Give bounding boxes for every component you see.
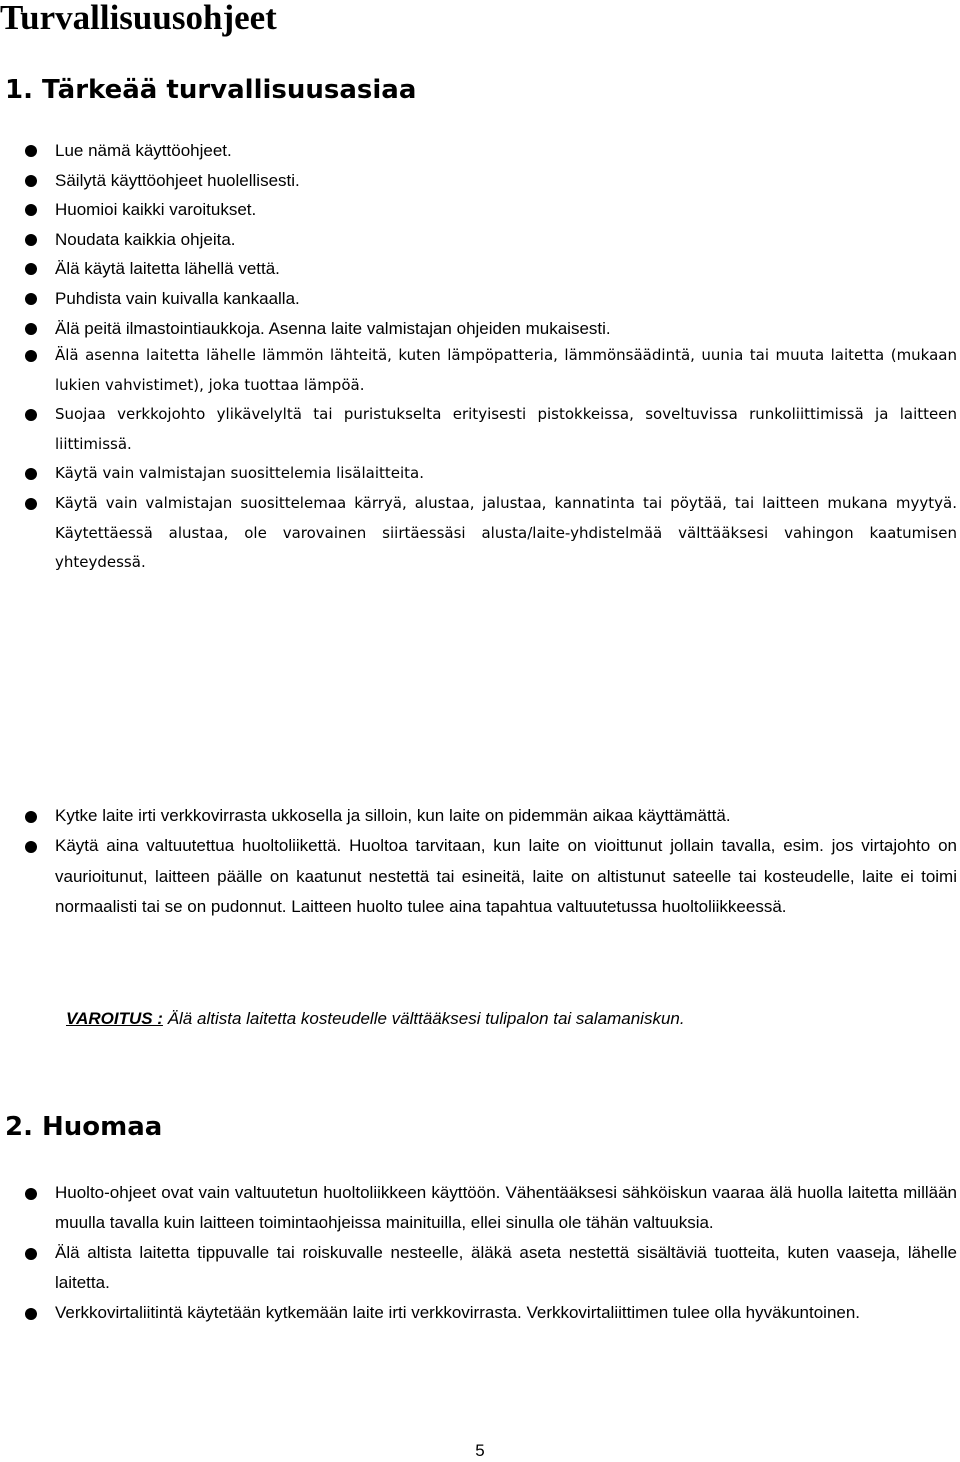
list-item bbox=[0, 136, 957, 166]
list-item-text: Verkkovirtaliitintä käytetään kytkemään laite irti verkkovirrasta. Verkkovirtaliittimen tulee olla hyväkuntoinen. bbox=[55, 1303, 861, 1322]
bullet-icon bbox=[25, 409, 37, 421]
list-item bbox=[0, 225, 957, 255]
list-item-text: Kytke laite irti verkkovirrasta ukkosella ja silloin, kun laite on pidemmän aikaa käyttämättä. bbox=[55, 806, 731, 825]
bullet-icon bbox=[25, 204, 37, 216]
list-item bbox=[0, 314, 957, 344]
list-item bbox=[0, 1238, 957, 1298]
safety-list-basic bbox=[0, 136, 957, 343]
bullet-icon bbox=[25, 498, 37, 510]
bullet-icon bbox=[25, 841, 37, 853]
bullet-icon bbox=[25, 293, 37, 305]
section-2-heading: 2. Huomaa bbox=[5, 1112, 163, 1142]
list-item bbox=[0, 459, 957, 489]
list-item bbox=[0, 831, 957, 922]
bullet-icon bbox=[25, 350, 37, 362]
bullet-icon bbox=[25, 175, 37, 187]
list-item-text: Älä käytä laitetta lähellä vettä. bbox=[55, 259, 280, 279]
bullet-icon bbox=[25, 1308, 37, 1320]
list-item bbox=[0, 801, 957, 831]
bullet-icon bbox=[25, 145, 37, 157]
bullet-icon bbox=[25, 811, 37, 823]
list-item-text: Säilytä käyttöohjeet huolellisesti. bbox=[55, 170, 300, 190]
list-item-text: Käytä vain valmistajan suosittelemia lisälaitteita. bbox=[55, 464, 425, 483]
list-item-text: Huomioi kaikki varoitukset. bbox=[55, 200, 257, 220]
list-item bbox=[0, 1298, 957, 1328]
list-item bbox=[0, 195, 957, 225]
page-title: Turvallisuusohjeet bbox=[0, 0, 277, 37]
list-item-text: Puhdista vain kuivalla kankaalla. bbox=[55, 288, 300, 308]
bullet-icon bbox=[25, 323, 37, 335]
list-item-text: Käytä vain valmistajan suosittelemaa kärryä, alustaa, jalustaa, kannatinta tai pöytää, tai laitteen mukana myytyä. Käytettäessä alustaa, ole varovainen siirtäessäsi alusta/laite-yhdistelmää välttääksesi vahingon kaatumisen yhteydessä. bbox=[55, 493, 957, 572]
bullet-icon bbox=[25, 1248, 37, 1260]
bullet-icon bbox=[25, 1188, 37, 1200]
bullet-icon bbox=[25, 263, 37, 275]
list-item-text: Älä altista laitetta tippuvalle tai roiskuvalle nesteelle, äläkä aseta nestettä sisältäviä tuotteita, kuten vaaseja, lähelle laitetta. bbox=[55, 1243, 957, 1292]
list-item-text: Älä peitä ilmastointiaukkoja. Asenna laite valmistajan ohjeiden mukaisesti. bbox=[55, 318, 611, 338]
warning-label: VAROITUS : bbox=[66, 1009, 163, 1028]
list-item bbox=[0, 489, 957, 578]
safety-list-service bbox=[0, 801, 957, 922]
list-item bbox=[0, 1178, 957, 1238]
list-item bbox=[0, 166, 957, 196]
warning-note bbox=[66, 1005, 685, 1033]
section-1-heading: 1. Tärkeää turvallisuusasiaa bbox=[5, 75, 417, 105]
list-item bbox=[0, 284, 957, 314]
list-item-text: Älä asenna laitetta lähelle lämmön lähteitä, kuten lämpöpatteria, lämmönsäädintä, uunia tai muuta laitetta (mukaan lukien vahvistimet), joka tuottaa lämpöä. bbox=[55, 346, 957, 394]
list-item-text: Noudata kaikkia ohjeita. bbox=[55, 229, 236, 249]
list-item bbox=[0, 400, 957, 459]
safety-list-installation bbox=[0, 341, 957, 578]
bullet-icon bbox=[25, 468, 37, 480]
bullet-icon bbox=[25, 234, 37, 246]
list-item-text: Huolto-ohjeet ovat vain valtuutetun huoltoliikkeen käyttöön. Vähentääksesi sähköiskun vaaraa älä huolla laitetta millään muulla tavalla kuin laitteen toimintaohjeissa mainituilla, ellei sinulla ole tähän valtuuksia. bbox=[55, 1183, 957, 1232]
list-item-text: Käytä aina valtuutettua huoltoliikettä. Huoltoa tarvitaan, kun laite on vioittunut jollain tavalla, esim. jos virtajohto on vaurioitunut, laitteen päälle on kaatunut nestettä tai esineitä, laite on altistunut sateelle tai kosteudelle, laite ei toimi normaalisti tai se on pudonnut. Laitteen huolto tulee aina tapahtua valtuutetussa huoltoliikkeessä. bbox=[55, 836, 957, 916]
notice-list bbox=[0, 1178, 957, 1328]
list-item-text: Lue nämä käyttöohjeet. bbox=[55, 141, 232, 160]
list-item bbox=[0, 341, 957, 400]
list-item bbox=[0, 254, 957, 284]
page-number: 5 bbox=[475, 1441, 485, 1460]
warning-text: Älä altista laitetta kosteudelle välttääksesi tulipalon tai salamaniskun. bbox=[162, 1009, 685, 1028]
list-item-text: Suojaa verkkojohto ylikävelyltä tai puristukselta erityisesti pistokkeissa, soveltuvissa runkoliittimissä ja laitteen liittimissä. bbox=[55, 405, 957, 453]
